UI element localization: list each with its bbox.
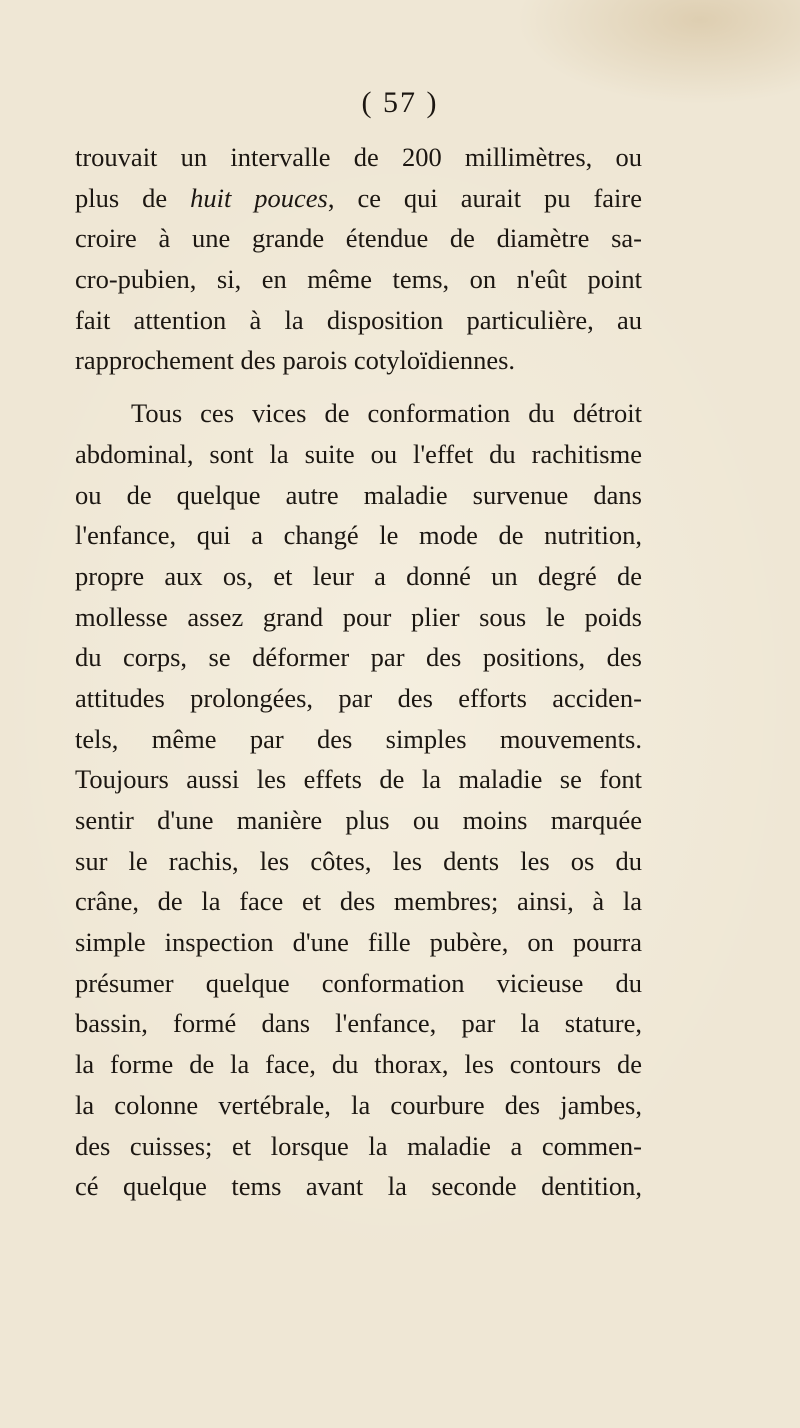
text-line: présumer quelque conformation vicieuse du: [75, 967, 642, 998]
text-line: mollesse assez grand pour plier sous le poids: [75, 601, 642, 632]
text-line: abdominal, sont la suite ou l'effet du rachitisme: [75, 438, 642, 469]
text-line: rapprochement des parois cotyloïdiennes.: [75, 345, 516, 376]
text-line: la forme de la face, du thorax, les contours de: [75, 1049, 642, 1080]
paragraph-gap: [75, 381, 642, 393]
text-line: cé quelque tems avant la seconde dentition,: [75, 1171, 642, 1202]
paragraph-1: [75, 137, 642, 381]
page-number: ( 57 ): [361, 86, 439, 119]
text-line-with-italic: [75, 178, 642, 219]
text-line: simple inspection d'une fille pubère, on pourra: [75, 927, 642, 958]
text-line: sentir d'une manière plus ou moins marquée: [75, 805, 642, 835]
text-segment: plus de: [75, 182, 191, 213]
text-line: Toujours aussi les effets de la maladie se font: [75, 764, 642, 795]
italic-phrase: huit pouces: [190, 182, 328, 213]
text-line: attitudes prolongées, par des efforts acciden-: [75, 682, 642, 713]
text-line: propre aux os, et leur a donné un degré de: [75, 560, 642, 591]
text-line: bassin, formé dans l'enfance, par la stature,: [75, 1008, 642, 1039]
text-line: croire à une grande étendue de diamètre sa-: [75, 223, 642, 254]
text-line: fait attention à la disposition particulière, au: [75, 304, 642, 335]
text-line: trouvait un intervalle de 200 millimètres, ou: [75, 142, 642, 172]
text-line: des cuisses; et lorsque la maladie a commen-: [75, 1130, 642, 1161]
text-line: Tous ces vices de conformation du détroit: [131, 398, 642, 429]
text-line: cro-pubien, si, en même tems, on n'eût point: [75, 264, 642, 295]
text-line: sur le rachis, les côtes, les dents les os du: [75, 845, 642, 876]
text-segment: , ce qui aurait pu faire: [327, 182, 642, 213]
paragraph-2: [75, 393, 642, 1207]
text-line: crâne, de la face et des membres; ainsi, à la: [75, 886, 642, 917]
text-line: ou de quelque autre maladie survenue dans: [75, 479, 642, 510]
text-line: tels, même par des simples mouvements.: [75, 723, 642, 754]
text-line: du corps, se déformer par des positions, des: [75, 642, 642, 673]
text-line: l'enfance, qui a changé le mode de nutrition,: [75, 520, 642, 551]
text-line: la colonne vertébrale, la courbure des jambes,: [75, 1089, 642, 1120]
body-text: [75, 137, 642, 1207]
